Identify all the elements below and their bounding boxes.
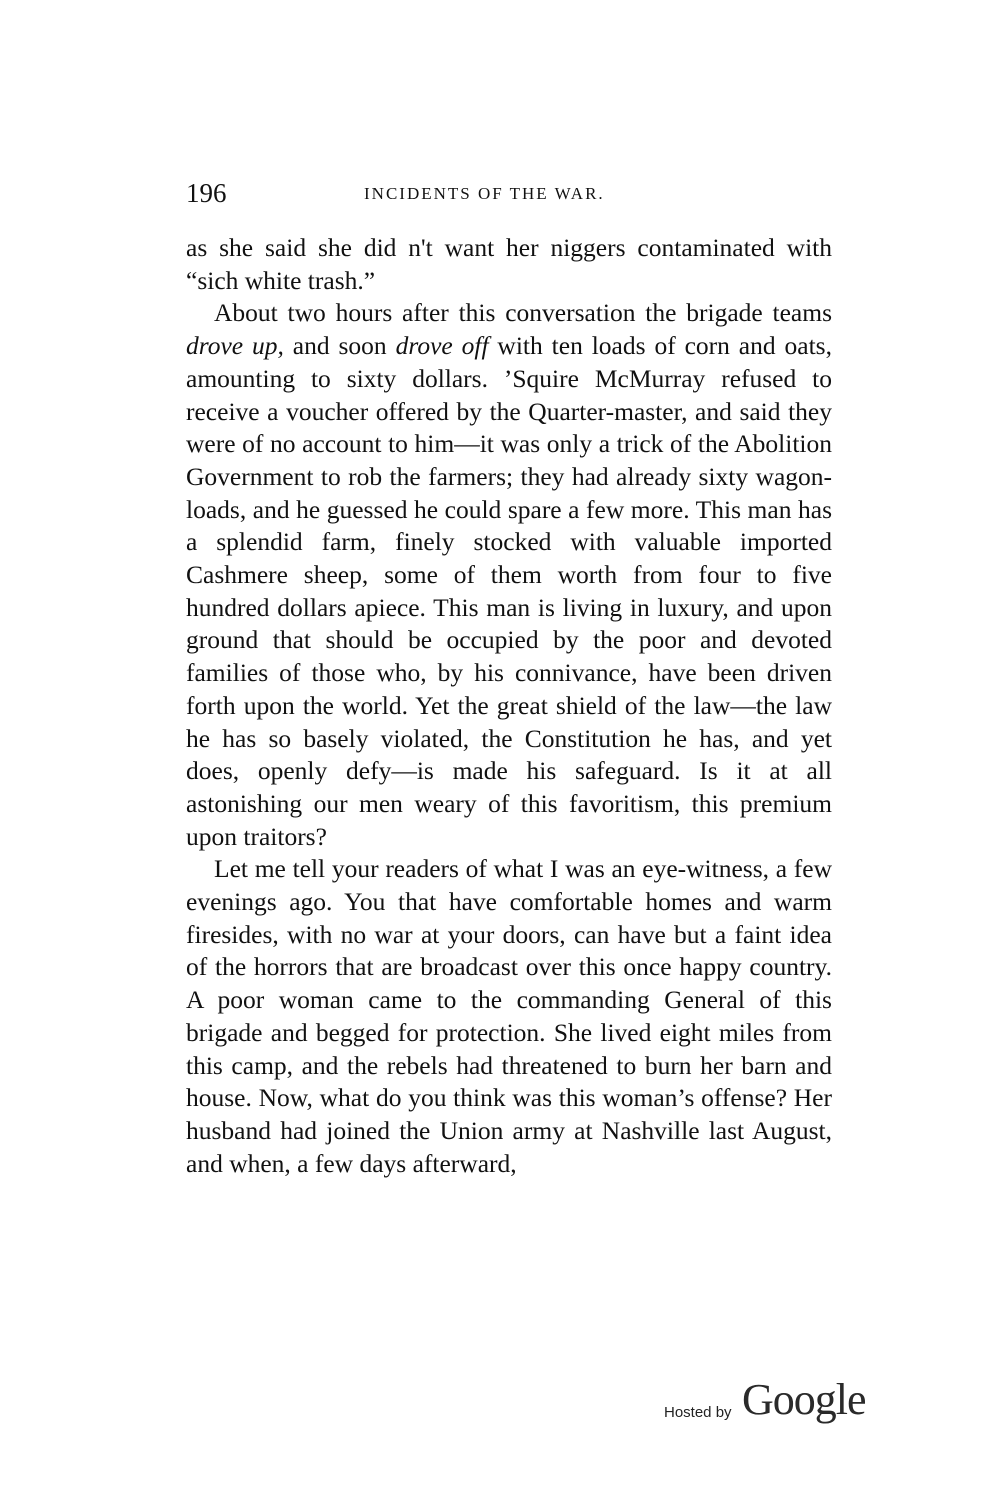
running-title: INCIDENTS OF THE WAR. [364,184,605,203]
paragraph-2-text-a: About two hours after this conversation the brigade teams [214,298,832,328]
paragraph-1: as she said she did n't want her niggers contaminated with “sich white trash.” [186,233,832,295]
hosted-by-label: Hosted by [664,1404,732,1421]
running-head [186,178,846,214]
body-text [186,232,832,1180]
italic-drove-up: drove up, [186,331,284,361]
italic-drove-off: drove off [395,331,489,361]
paragraph-2-text-c: with ten loads of corn and oats, amounting to sixty dollars. ’Squire McMurray refused to receive a voucher offered by the Quarter-master, and said they were of no account to him—it was only a trick of the Abolition Government to rob the farmers; they had already sixty wagon-loads, and he guessed he could spare a few more. This man has a splendid farm, finely stocked with valuable imported Cashmere sheep, some of them worth from four to five hundred dollars apiece. This man is living in luxury, and upon ground that should be occupied by the poor and devoted families of those who, by his connivance, have been driven forth upon the world. Yet the great shield of the law—the law he has so basely violated, the Constitution he has, and yet does, openly defy—is made his safeguard. Is it at all astonishing our men weary of this favoritism, this premium upon traitors? [186,331,832,851]
google-watermark [662,1375,872,1440]
google-logo: Google [742,1375,866,1424]
paragraph-3: Let me tell your readers of what I was an eye-witness, a few evenings ago. You that have comfortable homes and warm firesides, with no war at your doors, can have but a faint idea of the horrors that are broadcast over this once happy country. A poor woman came to the commanding General of this brigade and begged for protection. She lived eight miles from this camp, and the rebels had threatened to burn her barn and house. Now, what do you think was this woman’s offense? Her husband had joined the Union army at Nashville last August, and when, a few days afterward, [186,854,832,1178]
paragraph-2-text-b: and soon [283,331,396,361]
page-number: 196 [186,178,227,208]
paragraph-2 [186,297,832,853]
